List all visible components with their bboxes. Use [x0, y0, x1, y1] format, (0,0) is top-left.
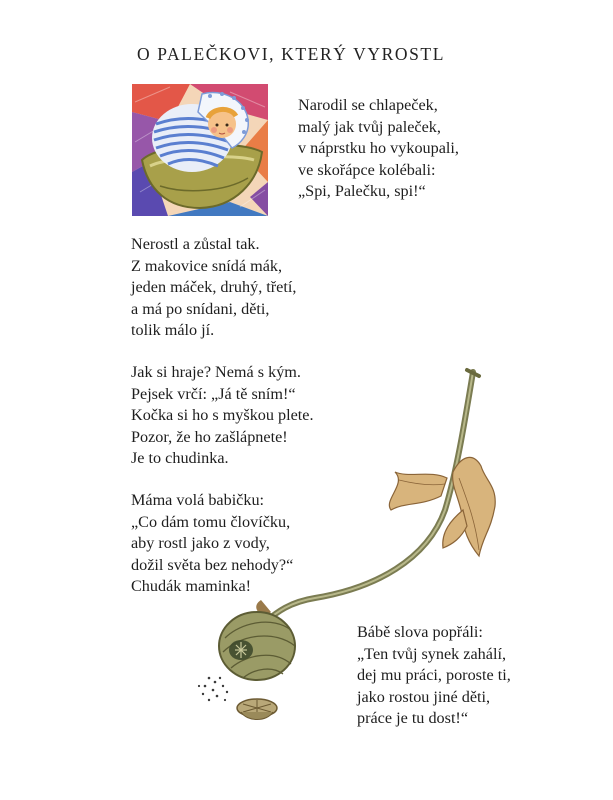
stanza-2: [131, 234, 296, 342]
stanza-1: [298, 95, 459, 203]
stanza-line: Chudák maminka!: [131, 577, 252, 596]
baby-in-nutshell-illustration: [130, 82, 270, 218]
stanza-line: Nerostl a zůstal tak.: [131, 235, 260, 253]
stanza-line: „Ten tvůj synek zahálí,: [357, 644, 506, 663]
stanza-line: Je to chudinka.: [131, 449, 229, 468]
stanza-line: „Co dám tomu človíčku,: [131, 512, 291, 531]
stanza-line: Bábě slova popřáli:: [357, 623, 483, 641]
stanza-line: malý jak tvůj paleček,: [298, 117, 441, 136]
stanza-line: tolik málo jí.: [131, 321, 215, 340]
stanza-line: a má po snídani, děti,: [131, 299, 270, 318]
stanza-line: Kočka si ho s myškou plete.: [131, 406, 314, 425]
stanza-line: Narodil se chlapeček,: [298, 96, 438, 114]
stanza-line: jeden máček, druhý, třetí,: [131, 278, 297, 297]
stanza-line: aby rostl jako z vody,: [131, 534, 270, 553]
stanza-line: Pozor, že ho zašlápnete!: [131, 427, 288, 446]
stanza-line: „Spi, Palečku, spi!“: [298, 182, 426, 201]
stanza-5: [357, 622, 511, 730]
stanza-line: jako rostou jiné děti,: [357, 687, 491, 706]
stanza-line: Pejsek vrčí: „Já tě sním!“: [131, 384, 296, 403]
stanza-line: ve skořápce kolébali:: [298, 160, 436, 179]
page-title: O PALEČKOVI, KTERÝ VYROSTL: [137, 44, 446, 64]
stanza-line: dej mu práci, poroste ti,: [357, 666, 511, 685]
stanza-line: Z makovice snídá mák,: [131, 256, 283, 275]
stanza-line: Máma volá babičku:: [131, 491, 265, 509]
stanza-line: Jak si hraje? Nemá s kým.: [131, 363, 301, 381]
stanza-line: v náprstku ho vykoupali,: [298, 139, 459, 158]
stanza-line: dožil světa bez nehody?“: [131, 555, 294, 574]
stanza-line: práce je tu dost!“: [357, 709, 469, 728]
